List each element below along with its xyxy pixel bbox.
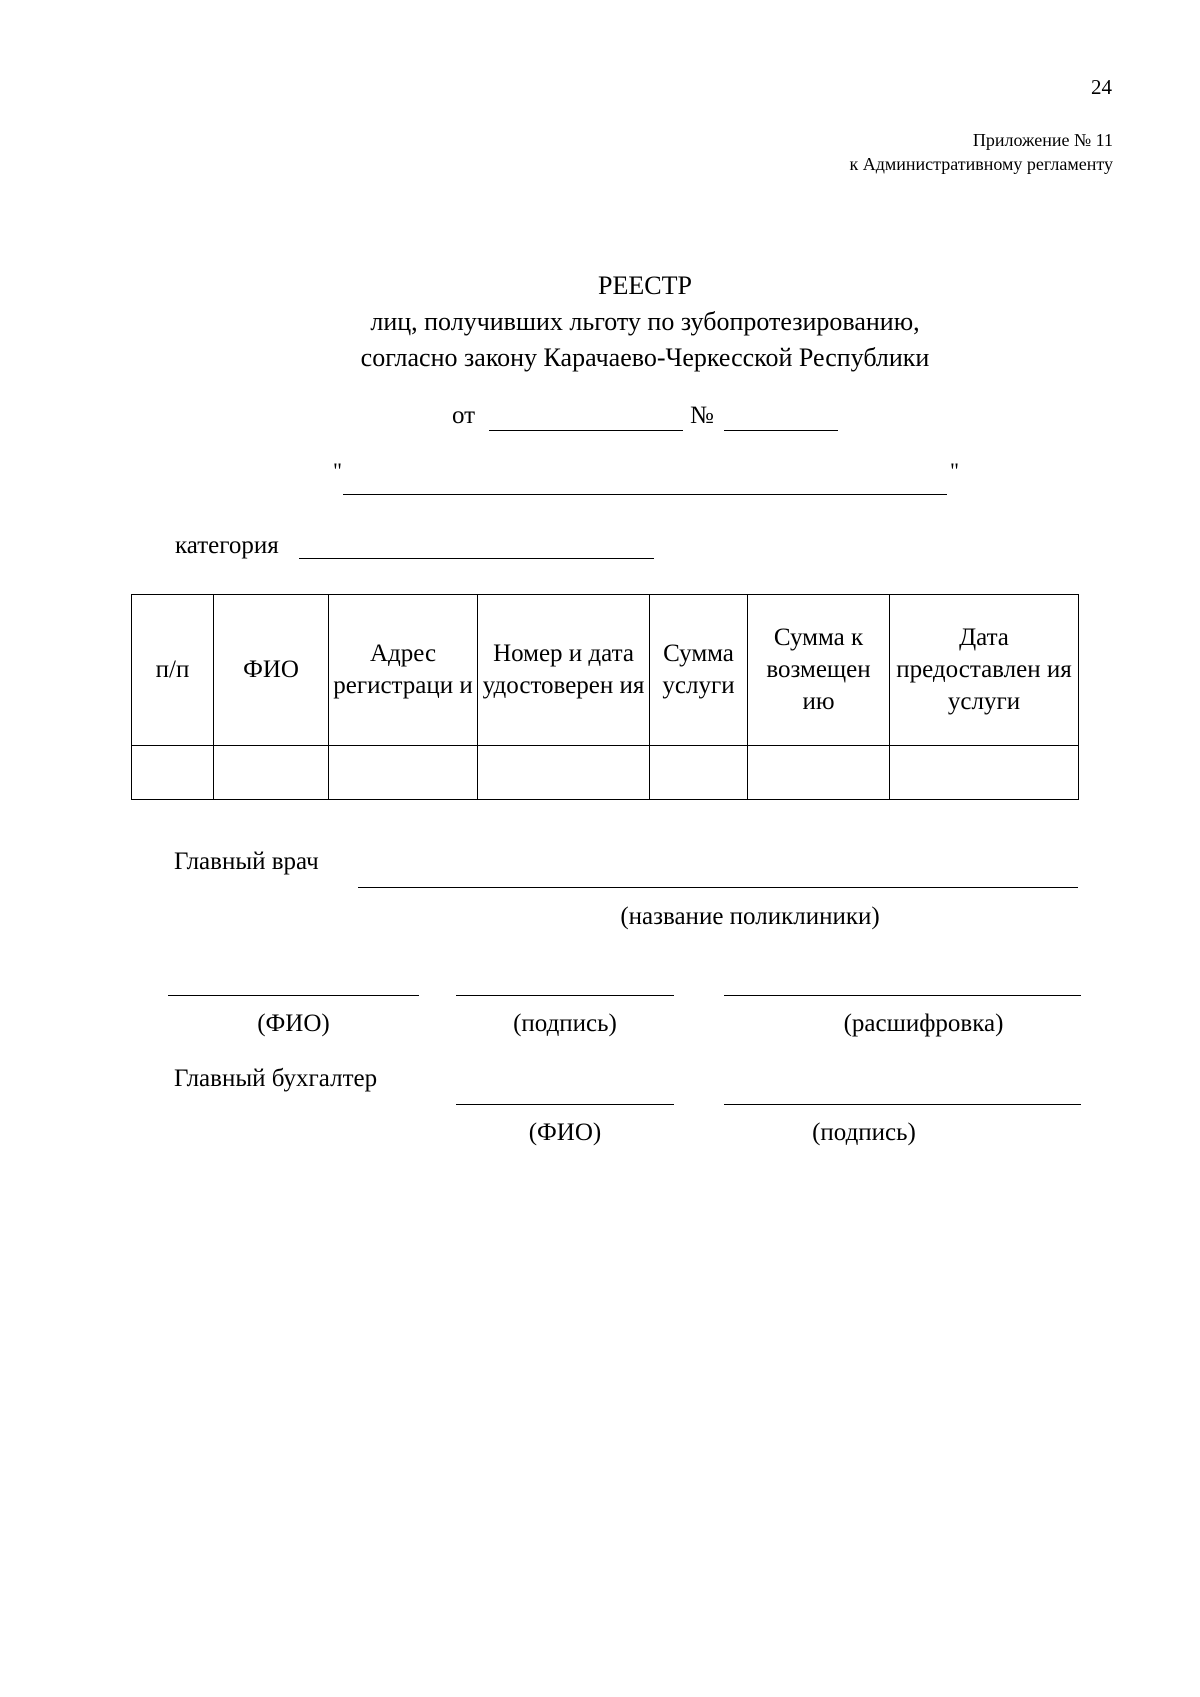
doctor-fio-caption: (ФИО): [257, 1010, 330, 1037]
date-from-label: от: [452, 402, 476, 429]
column-header-certificate: Номер и дата удостоверен ия: [478, 595, 650, 746]
table-cell[interactable]: [214, 746, 329, 800]
table-cell[interactable]: [329, 746, 478, 800]
doctor-signature-blank-line: [456, 995, 674, 996]
date-blank-line: [489, 430, 683, 431]
column-header-number: п/п: [132, 595, 214, 746]
table-cell[interactable]: [650, 746, 748, 800]
table-cell[interactable]: [132, 746, 214, 800]
column-header-full-name: ФИО: [214, 595, 329, 746]
column-header-registration-address: Адрес регистраци и: [329, 595, 478, 746]
column-header-service-date: Дата предоставлен ия услуги: [890, 595, 1079, 746]
registry-table: [131, 594, 1079, 800]
table-cell[interactable]: [890, 746, 1079, 800]
title-subtitle-line2: согласно закону Карачаево-Черкесской Республики: [360, 343, 930, 372]
doctor-decoding-blank-line: [724, 995, 1081, 996]
doctor-signature-caption: (подпись): [513, 1010, 617, 1037]
doctor-fio-blank-line: [168, 995, 419, 996]
accountant-fio-caption: (ФИО): [528, 1119, 602, 1146]
column-header-service-amount: Сумма услуги: [650, 595, 748, 746]
accountant-signature-blank-line: [724, 1104, 1081, 1105]
title-heading: РЕЕСТР: [598, 271, 692, 300]
table-row: [132, 746, 1079, 800]
chief-accountant-label: Главный бухгалтер: [174, 1065, 378, 1092]
table-cell[interactable]: [748, 746, 890, 800]
clinic-name-blank-line: [358, 887, 1078, 888]
category-blank-line: [299, 558, 654, 559]
accountant-signature-caption: (подпись): [812, 1119, 916, 1146]
quoted-name-blank-line: [343, 494, 947, 495]
table-cell[interactable]: [478, 746, 650, 800]
page-number: 24: [1091, 75, 1112, 99]
quote-open: ": [333, 458, 342, 483]
chief-doctor-label: Главный врач: [174, 848, 319, 875]
category-label: категория: [175, 532, 279, 559]
document-title: [0, 268, 1200, 376]
column-header-reimbursement-amount: Сумма к возмещен ию: [748, 595, 890, 746]
appendix-number: Приложение № 11: [972, 130, 1113, 150]
table-header-row: [132, 595, 1079, 746]
appendix-regulation: к Административному регламенту: [849, 154, 1113, 174]
title-subtitle-line1: лиц, получивших льготу по зубопротезированию,: [370, 307, 920, 336]
clinic-name-caption: (название поликлиники): [620, 903, 880, 930]
number-label: №: [690, 402, 714, 429]
number-blank-line: [724, 430, 838, 431]
quote-close: ": [950, 458, 959, 483]
doctor-decoding-caption: (расшифровка): [843, 1010, 1004, 1037]
appendix-reference: [849, 128, 1113, 176]
accountant-fio-blank-line: [456, 1104, 674, 1105]
